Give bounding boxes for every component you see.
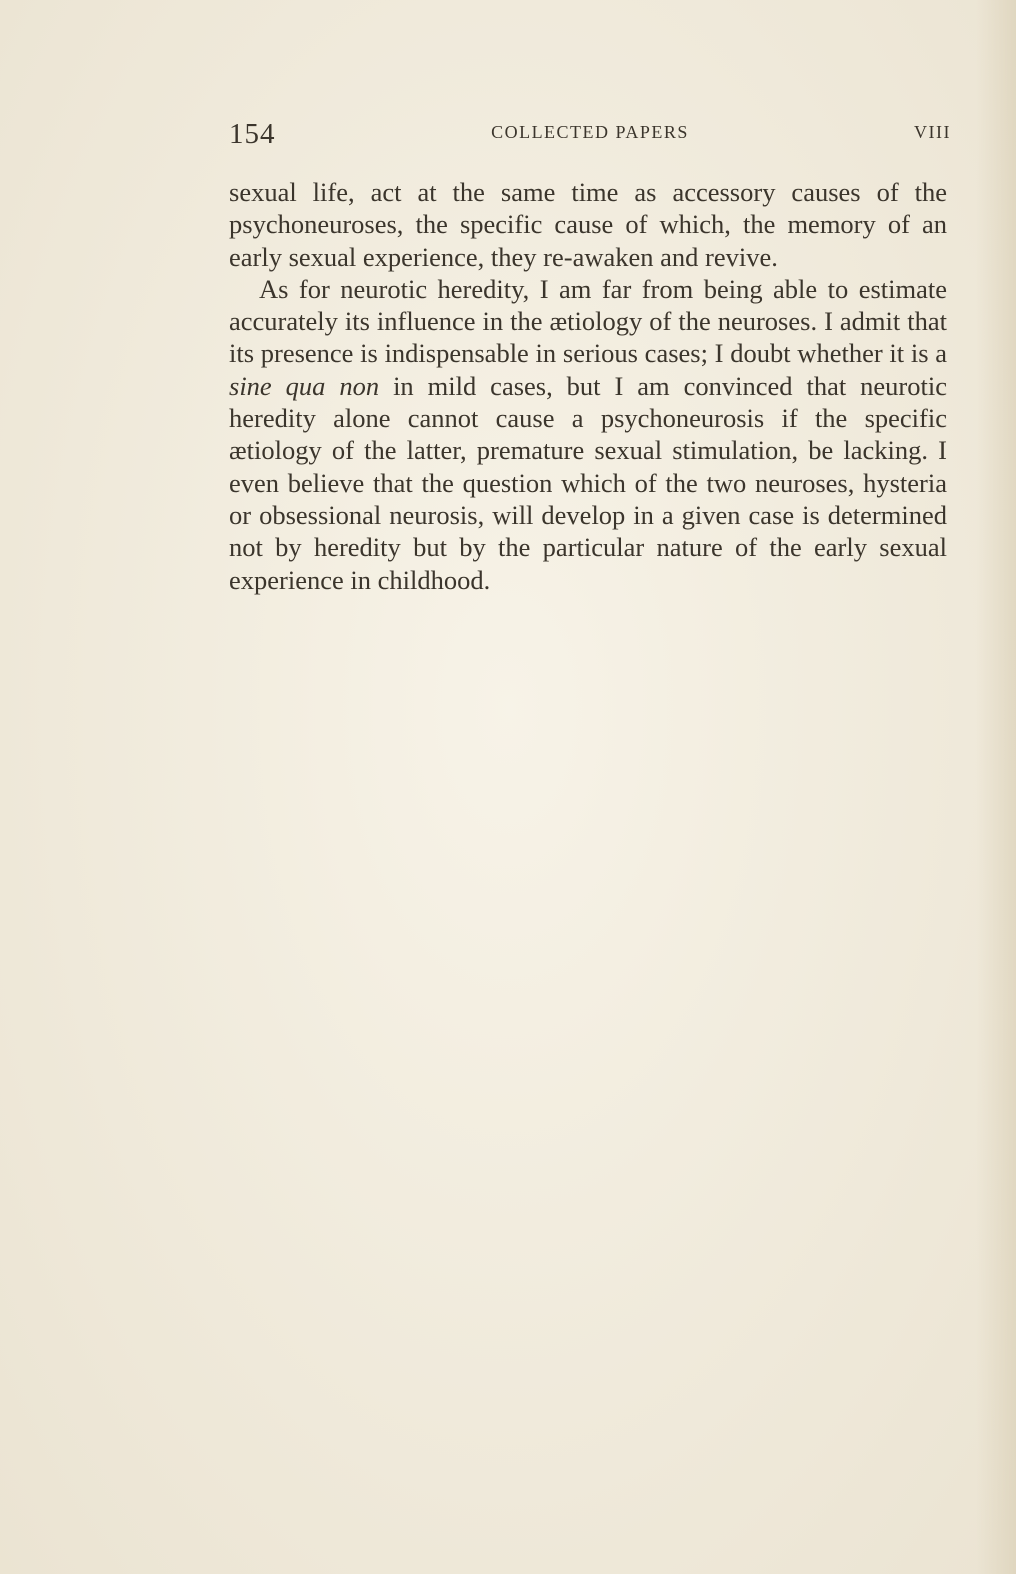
page-number: 154 <box>229 118 276 150</box>
body-text <box>229 176 947 596</box>
running-title: COLLECTED PAPERS <box>491 122 689 142</box>
paragraph-2-text-before: As for neurotic heredity, I am far from being able to estimate accurately its influence in the ætiology of the neuroses. I admit that its presence is indispensable in serious cases; I doubt whether it is a <box>229 273 947 369</box>
paragraph-2 <box>229 273 947 596</box>
page-edge-shade <box>976 0 1016 1574</box>
page-header <box>229 118 951 158</box>
paragraph-1: sexual life, act at the same time as accessory causes of the psychoneuroses, the specific cause of which, the memory of an early sexual experience, they re-awaken and revive. <box>229 177 947 272</box>
chapter-number: VIII <box>914 122 951 142</box>
paragraph-2-text-after: in mild cases, but I am convinced that neurotic heredity alone cannot cause a psychoneurosis if the specific ætiology of the latter, premature sexual stimulation, be lacking. I even believe that the question which of the two neuroses, hysteria or obsessional neurosis, will develop in a given case is determined not by heredity but by the particular nature of the early sexual experience in childhood. <box>229 370 947 595</box>
italic-phrase: sine qua non <box>229 370 380 401</box>
